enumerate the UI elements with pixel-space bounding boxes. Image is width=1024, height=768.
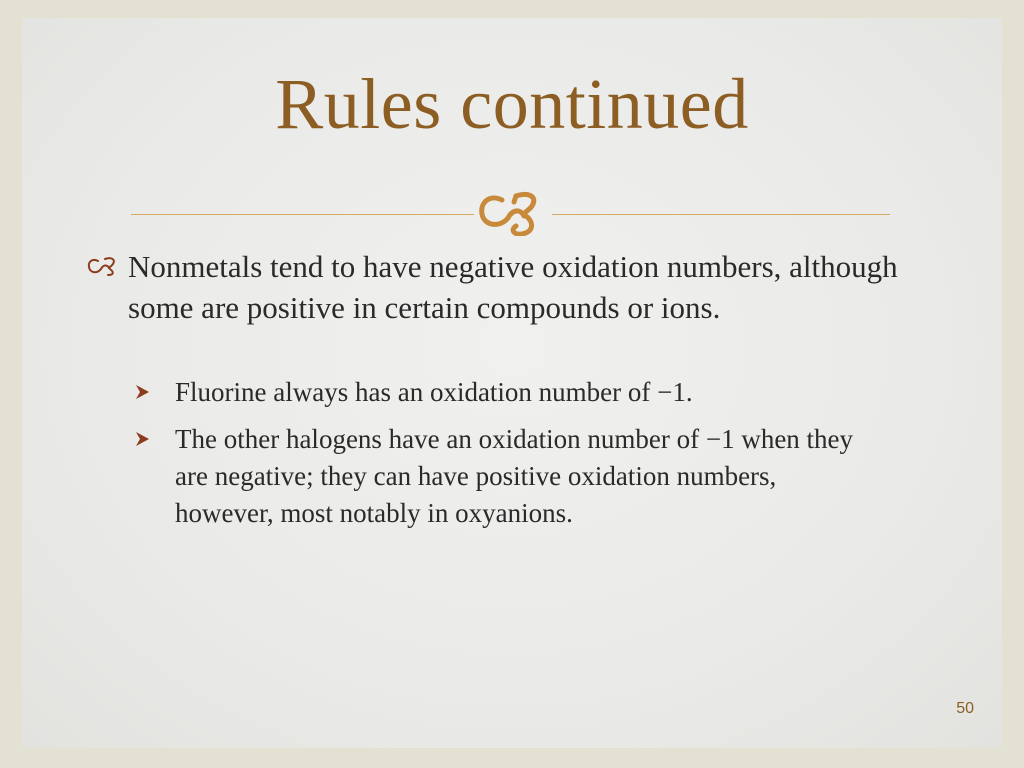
bullet-item xyxy=(86,246,946,328)
arrowhead-bullet-icon xyxy=(134,431,150,447)
sub-bullet-text: The other halogens have an oxidation number of −1 when they are negative; they can have positive oxidation numbers, however, most notably in oxyanions. xyxy=(175,424,854,528)
sub-bullet-item xyxy=(134,421,874,532)
bullet-text: Nonmetals tend to have negative oxidation numbers, although some are positive in certain compounds or ions. xyxy=(128,249,898,325)
arrowhead-bullet-icon xyxy=(134,384,150,400)
sub-bullet-item xyxy=(134,374,874,411)
page-number: 50 xyxy=(956,700,974,717)
sub-bullet-text: Fluorine always has an oxidation number of −1. xyxy=(175,377,693,407)
slide-title: Rules continued xyxy=(275,64,749,144)
swirl-bullet-icon xyxy=(86,256,122,276)
